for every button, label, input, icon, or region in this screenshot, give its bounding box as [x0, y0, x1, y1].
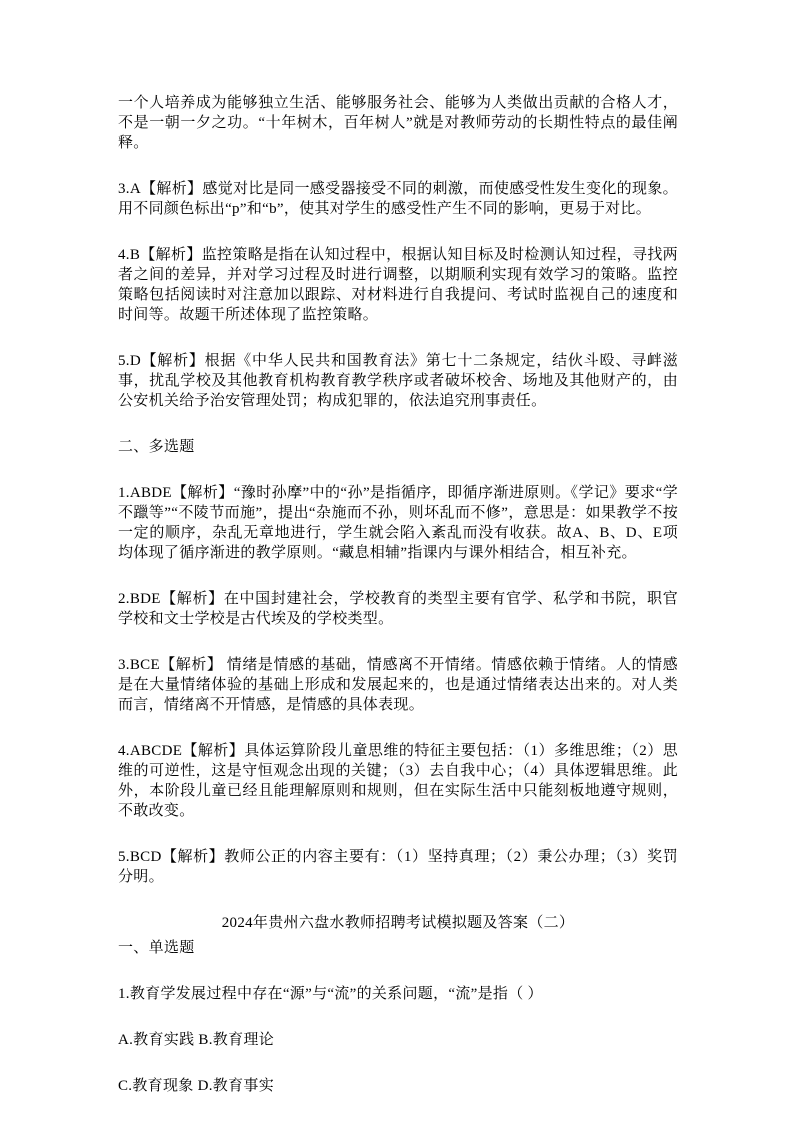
explanation-5d: 5.D【解析】根据《中华人民共和国教育法》第七十二条规定，结伙斗殴、寻衅滋事，扰乱学校及其他教育机构教育教学秩序或者破坏校舍、场地及其他财产的，由公安机关给予治安管理处罚；构成犯罪的，依法追究刑事责任。 [118, 353, 678, 409]
explanation-multi-3bce: 3.BCE【解析】 情绪是情感的基础，情感离不开情绪。情感依赖于情绪。人的情感是在大量情绪体验的基础上形成和发展起来的，也是通过情绪表达出来的。对人类而言，情绪离不开情感，是情感的具体表现。 [118, 657, 678, 713]
document-content [118, 93, 678, 1096]
question-1: 1.教育学发展过程中存在“源”与“流”的关系问题，“流”是指（ ） [118, 986, 543, 1002]
section-heading-single-choice: 一、单选题 [118, 940, 195, 956]
explanation-3a: 3.A【解析】感觉对比是同一感受器接受不同的刺激，而使感受性发生变化的现象。用不同颜色标出“p”和“b”，使其对学生的感受性产生不同的影响，更易于对比。 [118, 181, 678, 217]
carryover-paragraph: 一个人培养成为能够独立生活、能够服务社会、能够为人类做出贡献的合格人才，不是一朝一夕之功。“十年树木，百年树人”就是对教师劳动的长期性特点的最佳阐释。 [118, 95, 678, 151]
section-heading-multiple-choice: 二、多选题 [118, 439, 195, 455]
exam-paper-title: 2024年贵州六盘水教师招聘考试模拟题及答案（二） [221, 915, 575, 931]
explanation-multi-2bde: 2.BDE【解析】在中国封建社会，学校教育的类型主要有官学、私学和书院，职官学校和文士学校是古代埃及的学校类型。 [118, 591, 678, 627]
explanation-multi-5bcd: 5.BCD【解析】教师公正的内容主要有：（1）坚持真理；（2）秉公办理；（3）奖罚分明。 [118, 849, 678, 885]
explanation-4b: 4.B【解析】监控策略是指在认知过程中，根据认知目标及时检测认知过程，寻找两者之间的差异，并对学习过程及时进行调整，以期顺利实现有效学习的策略。监控策略包括阅读时对注意加以跟踪、对材料进行自我提问、考试时监视自己的速度和时间等。故题干所述体现了监控策略。 [118, 247, 678, 323]
explanation-multi-4abcde: 4.ABCDE【解析】具体运算阶段儿童思维的特征主要包括：（1）多维思维；（2）思维的可逆性，这是守恒观念出现的关键；（3）去自我中心；（4）具体逻辑思维。此外，本阶段儿童已经且能理解原则和规则，但在实际生活中只能刻板地遵守规则，不敢改变。 [118, 743, 678, 819]
question-1-options-ab: A.教育实践 B.教育理论 [118, 1032, 274, 1048]
explanation-multi-1abde: 1.ABDE【解析】“豫时孙摩”中的“孙”是指循序，即循序渐进原则。《学记》要求“学不躐等”“不陵节而施”，提出“杂施而不孙，则坏乱而不修”，意思是：如果教学不按一定的顺序，杂乱无章地进行，学生就会陷入紊乱而没有收获。故A、B、D、E项均体现了循序渐进的教学原则。“藏息相辅”指课内与课外相结合，相互补充。 [118, 485, 678, 561]
question-1-options-cd: C.教育现象 D.教育事实 [118, 1078, 274, 1094]
